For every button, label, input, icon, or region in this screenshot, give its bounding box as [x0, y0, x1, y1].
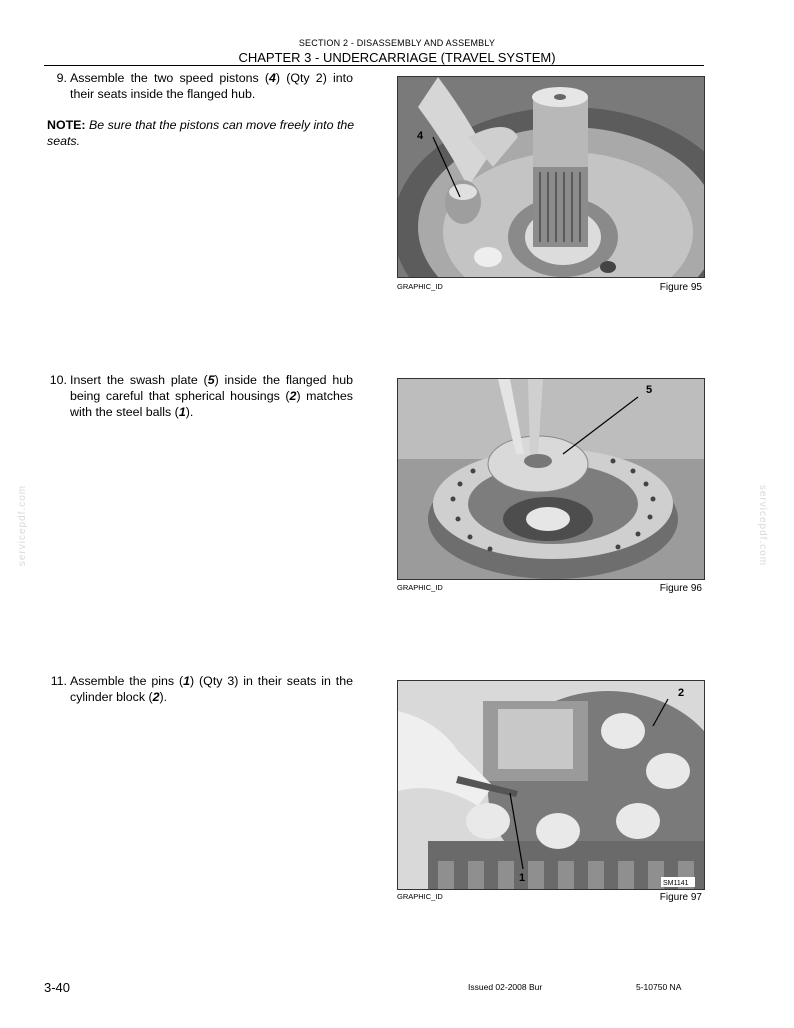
- figure-95-photo: [397, 76, 705, 278]
- issue-date: Issued 02-2008 Bur: [468, 982, 543, 992]
- step-text: Assemble the two speed pistons (4) (Qty 2) into their seats inside the flanged hub.: [70, 71, 353, 101]
- step-9: [47, 70, 353, 102]
- figure-97-photo: [397, 680, 705, 890]
- step-text: Assemble the pins (1) (Qty 3) in their seats in the cylinder block (2).: [70, 674, 354, 704]
- step-10: [47, 372, 353, 420]
- document-code: 5-10750 NA: [636, 982, 682, 992]
- note: [47, 117, 367, 149]
- callout-1: 1: [519, 872, 526, 884]
- figure-stamp: SM1141: [663, 880, 689, 887]
- graphic-id: GRAPHIC_ID: [397, 282, 443, 291]
- note-label: NOTE:: [47, 118, 86, 132]
- figure-caption: Figure 97: [659, 892, 702, 903]
- figure-caption: Figure 96: [659, 583, 702, 594]
- step-11: [47, 673, 353, 705]
- page-number: 3-40: [44, 980, 71, 995]
- step-number: 10.: [49, 373, 67, 387]
- watermark-left: servicepdf.com: [17, 484, 29, 567]
- section-title: SECTION 2 - DISASSEMBLY AND ASSEMBLY: [298, 38, 496, 48]
- callout-2: 2: [678, 687, 685, 699]
- chapter-title: CHAPTER 3 - UNDERCARRIAGE (TRAVEL SYSTEM): [238, 50, 556, 65]
- figure-96-photo: [397, 378, 705, 580]
- step-number: 11.: [50, 674, 67, 688]
- note-text: Be sure that the pistons can move freely into the seats.: [47, 118, 355, 148]
- page-header: [0, 38, 794, 66]
- callout-4: 4: [417, 130, 424, 142]
- graphic-id: GRAPHIC_ID: [397, 583, 443, 592]
- graphic-id: GRAPHIC_ID: [397, 892, 443, 901]
- callout-5: 5: [646, 384, 653, 396]
- header-rule: [44, 65, 704, 66]
- watermark-right: servicepdf.com: [757, 484, 769, 567]
- step-number: 9.: [56, 71, 67, 85]
- figure-caption: Figure 95: [659, 282, 702, 293]
- step-text: Insert the swash plate (5) inside the flanged hub being careful that spherical housings (2) matches with the steel balls (1).: [70, 373, 353, 419]
